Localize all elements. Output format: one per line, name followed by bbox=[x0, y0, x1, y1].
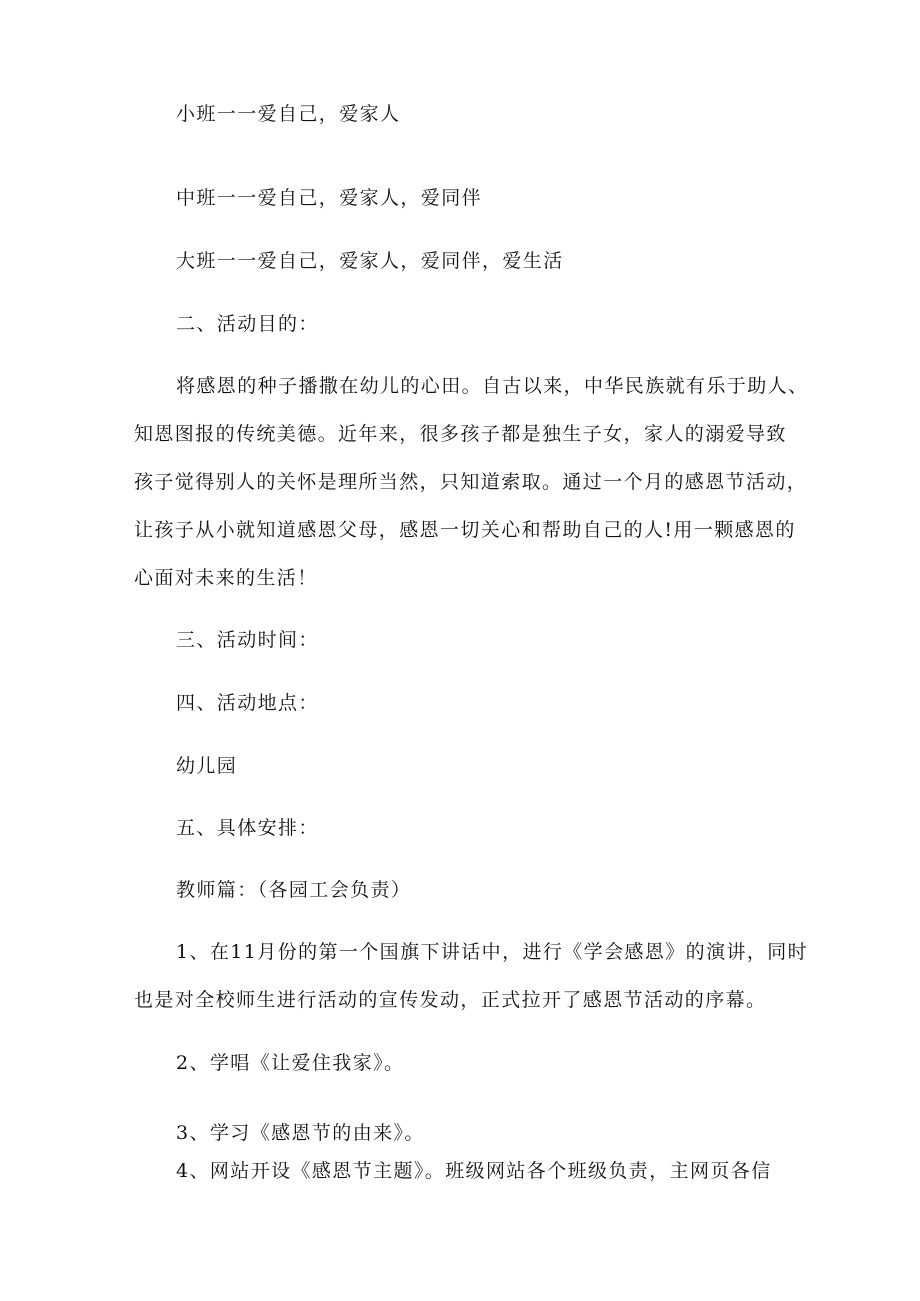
purpose-line-1: 将感恩的种子播撒在幼儿的心田。自古以来，中华民族就有乐于助人、 bbox=[176, 375, 809, 397]
class-middle-line: 中班一一爱自己，爱家人，爱同伴 bbox=[176, 187, 483, 209]
purpose-line-2: 知恩图报的传统美德。近年来，很多孩子都是独生子女，家人的溺爱导致 bbox=[134, 423, 787, 445]
item-1-line-2: 也是对全校师生进行活动的宣传发动，正式拉开了感恩节活动的序幕。 bbox=[134, 989, 767, 1011]
section-2-heading: 二、活动目的： bbox=[176, 313, 319, 335]
item-4-text: 4、网站开设《感恩节主题》。班级网站各个班级负责，主网页各信 bbox=[176, 1160, 772, 1182]
section-5-heading: 五、具体安排： bbox=[176, 817, 319, 839]
item-2-text: 2、学唱《让爱住我家》。 bbox=[176, 1052, 405, 1074]
section-3-heading: 三、活动时间： bbox=[176, 629, 319, 651]
teacher-heading: 教师篇：（各园工会负责） bbox=[176, 879, 412, 901]
class-small-line: 小班一一爱自己，爱家人 bbox=[176, 103, 401, 125]
purpose-line-4: 让孩子从小就知道感恩父母，感恩一切关心和帮助自己的人!用一颗感恩的 bbox=[134, 519, 796, 541]
purpose-line-5: 心面对未来的生活！ bbox=[134, 567, 318, 589]
item-3-text: 3、学习《感恩节的由来》。 bbox=[176, 1122, 425, 1144]
purpose-line-3: 孩子觉得别人的关怀是理所当然，只知道索取。通过一个月的感恩节活动， bbox=[134, 471, 808, 493]
item-1-line-1: 1、在11月份的第一个国旗下讲话中，进行《学会感恩》的演讲，同时 bbox=[176, 941, 809, 963]
class-large-line: 大班一一爱自己，爱家人，爱同伴，爱生活 bbox=[176, 250, 564, 272]
location-text: 幼儿园 bbox=[176, 755, 238, 777]
section-4-heading: 四、活动地点： bbox=[176, 692, 319, 714]
